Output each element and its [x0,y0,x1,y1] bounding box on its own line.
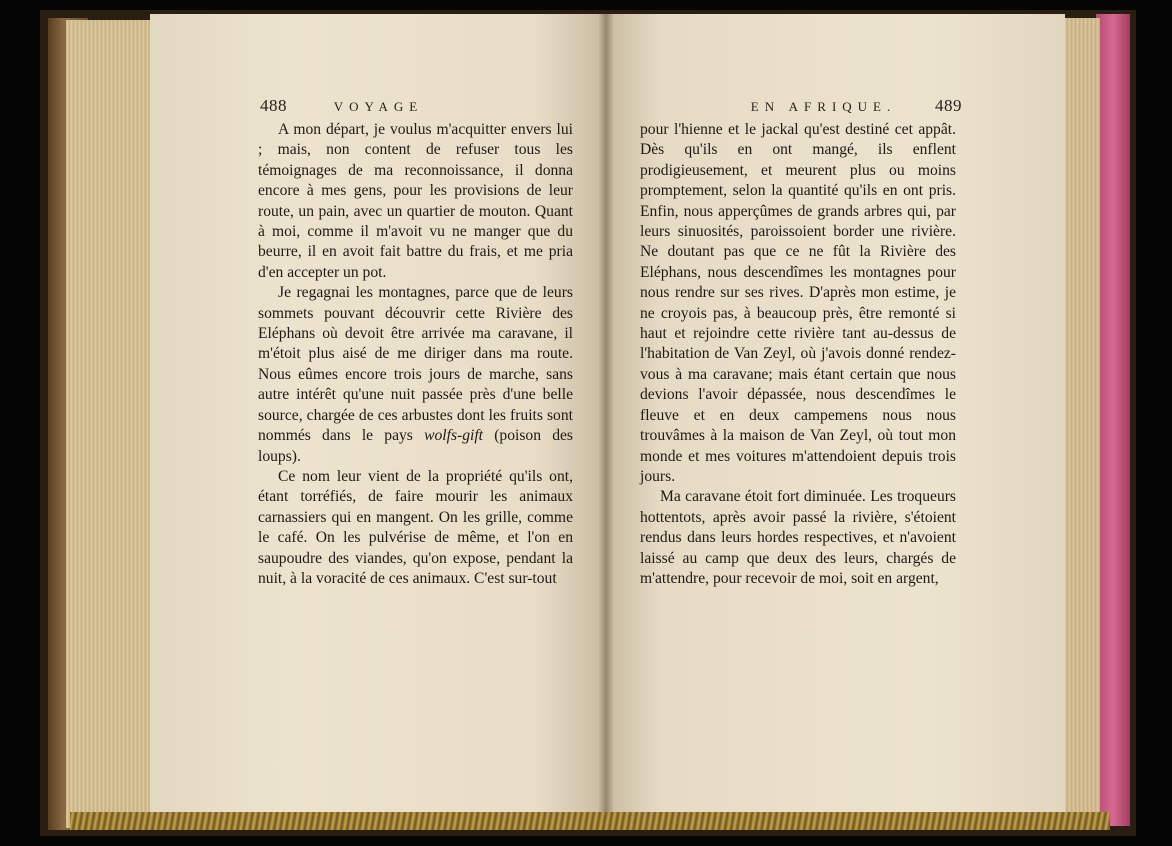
right-page-number: 489 [935,96,962,115]
paragraph [258,467,573,589]
left-page-edges [66,20,158,828]
paragraph-text: Je regagnai les montagnes, parce que de leurs sommets pouvant découvrir cette Rivière des Eléphans où devoit être arrivée ma caravane, il m'étoit plus aisé de me diriger dans ma route. Nous eûmes encore trois jours de marche, sans autre intérêt qu'une nuit passée près d'une belle source, chargée de ces arbustes dont les fruits sont nommés dans le pays [258,284,573,445]
paragraph [640,487,956,589]
paragraph-text: (poison des loups). [258,427,573,465]
left-page-header [260,96,480,116]
gilt-edge [70,812,1110,830]
right-cover [1096,14,1130,826]
right-page-text [640,120,956,589]
right-page-header [700,96,962,116]
right-page-edges [1060,18,1100,824]
paragraph-text: pour l'hienne et le jackal qu'est destiné cet appât. Dès qu'ils en ont mangé, ils enflent prodigieusement, et meurent plus ou moins promptement, selon la quantité qu'ils en ont pris. Enfin, nous apperçûmes de grands arbres qui, par leurs sinuosités, paroissoient border une rivière. Ne doutant pas que ce ne fût la Rivière des Eléphans, nous descendîmes les montagnes pour nous rendre sur ses rives. D'après mon estime, je ne croyois pas, à beaucoup près, être remonté si haut et rejoindre cette rivière tant au-dessus de l'habitation de Van Zeyl, où j'avois donné rendez-vous à ma caravane; mais étant certain que nous devions l'avoir dépassée, nous descendîmes le fleuve et en deux campemens nous nous trouvâmes à la maison de Van Zeyl, où tout mon monde et mes voitures m'attendoient depuis trois jours. [640,121,956,485]
paragraph [640,120,956,487]
left-running-head: VOYAGE [333,99,424,114]
paragraph [258,283,573,467]
italic-term: wolfs-gift [424,427,484,445]
left-page-number: 488 [260,96,287,115]
gutter [598,14,614,812]
left-page-text [258,120,573,589]
paragraph-text: A mon départ, je voulus m'acquitter envers lui ; mais, non content de refuser tous les témoignages de ma reconnoissance, il donna encore à mes gens, pour les provisions de leur route, un pain, avec un quartier de mouton. Quant à moi, comme il m'avoit vu ne manger que du beurre, il en avoit fait battre du frais, et me pria d'en accepter un pot. [258,121,573,281]
right-running-head: EN AFRIQUE. [750,99,897,114]
paragraph [258,120,573,283]
paragraph-text: Ce nom leur vient de la propriété qu'ils ont, étant torréfiés, de faire mourir les animaux carnassiers qui en mangent. On les grille, comme le café. On les pulvérise de même, et l'on en saupoudre des viandes, qu'on expose, pendant la nuit, à la voracité de ces animaux. C'est sur-tout [258,467,573,587]
paragraph-text: Ma caravane étoit fort diminuée. Les troqueurs hottentots, après avoir passé la rivière, s'étoient rendus dans leurs hordes respectives, et n'avoient laissé au camp que deux des leurs, chargés de m'attendre, pour recevoir de moi, soit en argent, [640,488,956,587]
